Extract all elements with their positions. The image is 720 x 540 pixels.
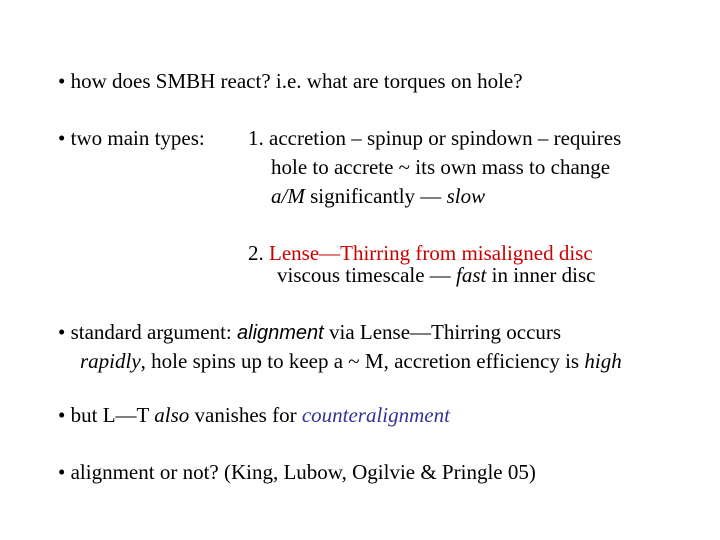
type-1-text: hole to accrete ~ its own mass to change	[271, 155, 611, 179]
also-word: also	[154, 403, 190, 427]
bullet-line-smbh-react	[58, 68, 523, 94]
bullet-glyph: •	[58, 403, 66, 427]
type-1-line-1	[248, 125, 621, 151]
type-2-fast: fast	[456, 263, 487, 287]
type-1-line-3	[271, 183, 485, 209]
type-2-red-text: Lense—Thirring from misaligned disc	[269, 241, 593, 265]
type-2-line-2	[277, 262, 595, 288]
type-1-text: 1. accretion – spinup or spindown – requires	[248, 126, 622, 150]
type-1-slow: slow	[446, 184, 486, 208]
type-1-text: significantly —	[304, 184, 447, 208]
bullet-text: but L—T	[70, 403, 155, 427]
bullet-text: , hole spins up to keep a ~ M, accretion efficiency is	[140, 349, 585, 373]
bullet-glyph: •	[58, 126, 66, 150]
bullet-line-two-types	[58, 125, 205, 151]
type-1-a-over-m: a/M	[271, 184, 305, 208]
bullet-text: how does SMBH react? i.e. what are torques on hole?	[70, 69, 523, 93]
counteralignment-word: counteralignment	[301, 403, 450, 427]
type-2-number: 2.	[248, 241, 269, 265]
type-2-text: in inner disc	[486, 263, 596, 287]
bullet-label: two main types:	[70, 126, 205, 150]
bullet-glyph: •	[58, 320, 66, 344]
type-1-line-2	[271, 154, 610, 180]
bullet-glyph: •	[58, 69, 66, 93]
bullet-glyph: •	[58, 460, 66, 484]
bullet-line-standard-argument	[58, 319, 561, 346]
bullet-line-standard-argument-2	[80, 348, 622, 374]
bullet-line-alignment-or-not	[58, 459, 536, 485]
rapidly-word: rapidly	[80, 349, 141, 373]
bullet-text: via Lense—Thirring occurs	[323, 320, 562, 344]
alignment-word: alignment	[237, 322, 324, 344]
bullet-text: vanishes for	[189, 403, 302, 427]
type-2-text: viscous timescale —	[277, 263, 457, 287]
bullet-line-counteralignment	[58, 402, 450, 428]
high-word: high	[584, 349, 622, 373]
bullet-text: standard argument:	[70, 320, 238, 344]
bullet-text: alignment or not? (King, Lubow, Ogilvie & Pringle 05)	[70, 460, 536, 484]
